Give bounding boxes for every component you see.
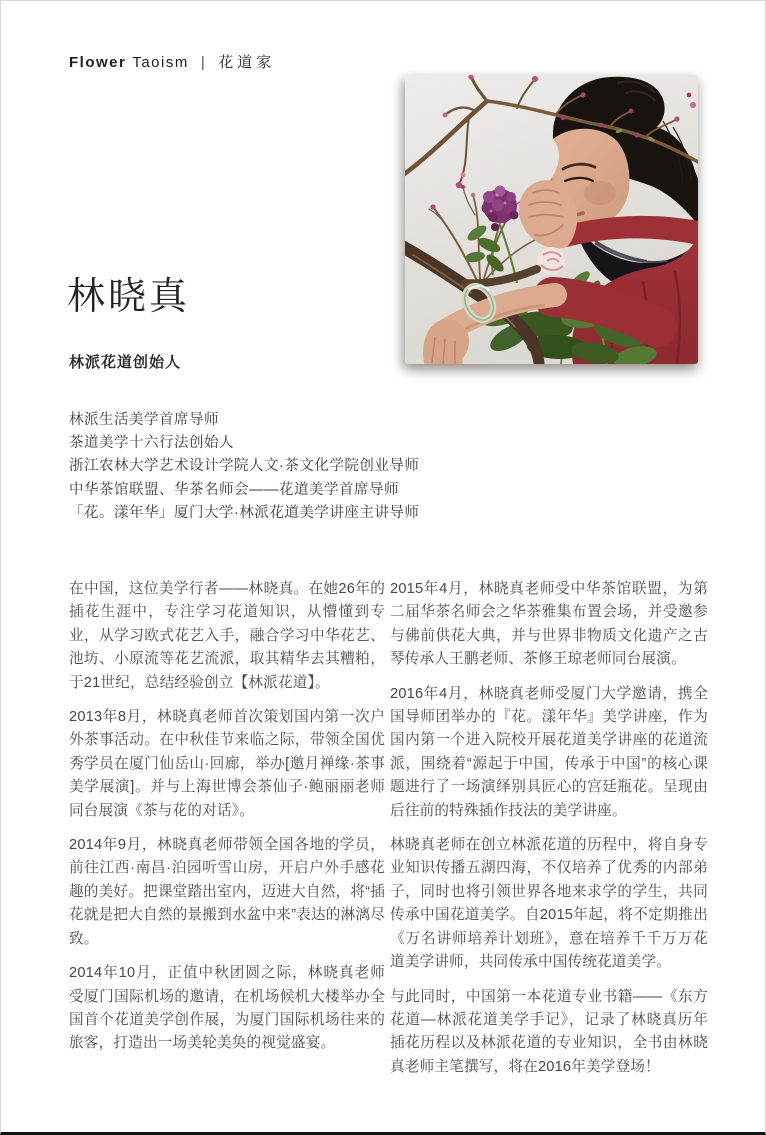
- credential-item: 「花。漾年华」厦门大学·林派花道美学讲座主讲导师: [69, 504, 420, 521]
- paragraph: 林晓真老师在创立林派花道的历程中，将自身专业知识传播五湖四海，不仅培养了优秀的内部弟子，同时也将引领世界各地来求学的学生，共同传承中国花道美学。自2015年起，将不定期推出《万名讲师培养计划班》，意在培养千千万万花道美学讲师，共同传承中国传统花道美学。: [390, 837, 708, 971]
- paragraph: 2014年10月，正值中秋团圆之际，林晓真老师受厦门国际机场的邀请，在机场候机大楼举办全国首个花道美学创作展，为厦门国际机场往来的旅客，打造出一场美轮美奂的视觉盛宴。: [69, 965, 385, 1052]
- profile-photo: [405, 75, 698, 364]
- credential-item: 浙江农林大学艺术设计学院人文·茶文化学院创业导师: [69, 458, 420, 475]
- header-separator: |: [200, 54, 207, 71]
- paragraph: 与此同时，中国第一本花道专业书籍——《东方花道—林派花道美学手记》，记录了林晓真历年插花历程以及林派花道的专业知识，全书由林晓真老师主笔撰写，将在2016年美学登场！: [390, 988, 708, 1075]
- paragraph: 在中国，这位美学行者——林晓真。在她26年的插花生涯中，专注学习花道知识，从懵懂到专业，从学习欧式花艺入手，融合学习中华花艺、池坊、小原流等花艺流派，取其精华去其糟粕，于21世纪，总结经验创立【林派花道】。: [69, 581, 385, 691]
- paragraph: 2016年4月，林晓真老师受厦门大学邀请，携全国导师团举办的『花。漾年华』美学讲座，作为国内第一个进入院校开展花道美学讲座的花道流派，围绕着“源起于中国，传承于中国”的核心课题进行了一场演绎别具匠心的宫廷瓶花。呈现由后往前的特殊插作技法的美学讲座。: [390, 685, 708, 819]
- brand-name-bold: Flower: [69, 54, 127, 71]
- article-left-column: [69, 578, 385, 1067]
- paragraph: 2013年8月，林晓真老师首次策划国内第一次户外茶事活动。在中秋佳节来临之际，带领全国优秀学员在厦门仙岳山·回廊，举办[邀月禅缘·茶事美学展演]。并与上海世博会茶仙子·鲍丽丽老师同台展演《茶与花的对话》。: [69, 709, 385, 819]
- article-right-column: [390, 578, 708, 1090]
- profile-photo-illustration: [405, 75, 698, 364]
- credential-item: 茶道美学十六行法创始人: [69, 435, 234, 452]
- credential-item: 林派生活美学首席导师: [69, 412, 219, 428]
- brand-name-light: Taoism: [132, 54, 189, 71]
- paragraph: 2015年4月，林晓真老师受中华茶馆联盟，为第二届华茶名师会之华茶雅集布置会场，并受邀参与佛前供花大典，并与世界非物质文化遗产之古琴传承人王鹏老师、茶修王琼老师同台展演。: [390, 581, 708, 668]
- credentials-list: [69, 409, 419, 525]
- paragraph: 2014年9月，林晓真老师带领全国各地的学员，前往江西·南昌·泊园听雪山房，开启户外手感花趣的美好。把课堂踏出室内，迈进大自然，将“插花就是把大自然的景搬到水盆中来”表达的淋漓尽致。: [69, 837, 385, 947]
- credential-item: 中华茶馆联盟、华茶名师会——花道美学首席导师: [69, 481, 399, 498]
- page-header: [69, 51, 275, 72]
- profile-role: 林派花道创始人: [69, 354, 182, 371]
- profile-name: 林晓真: [67, 276, 191, 318]
- header-category: 花道家: [218, 54, 276, 71]
